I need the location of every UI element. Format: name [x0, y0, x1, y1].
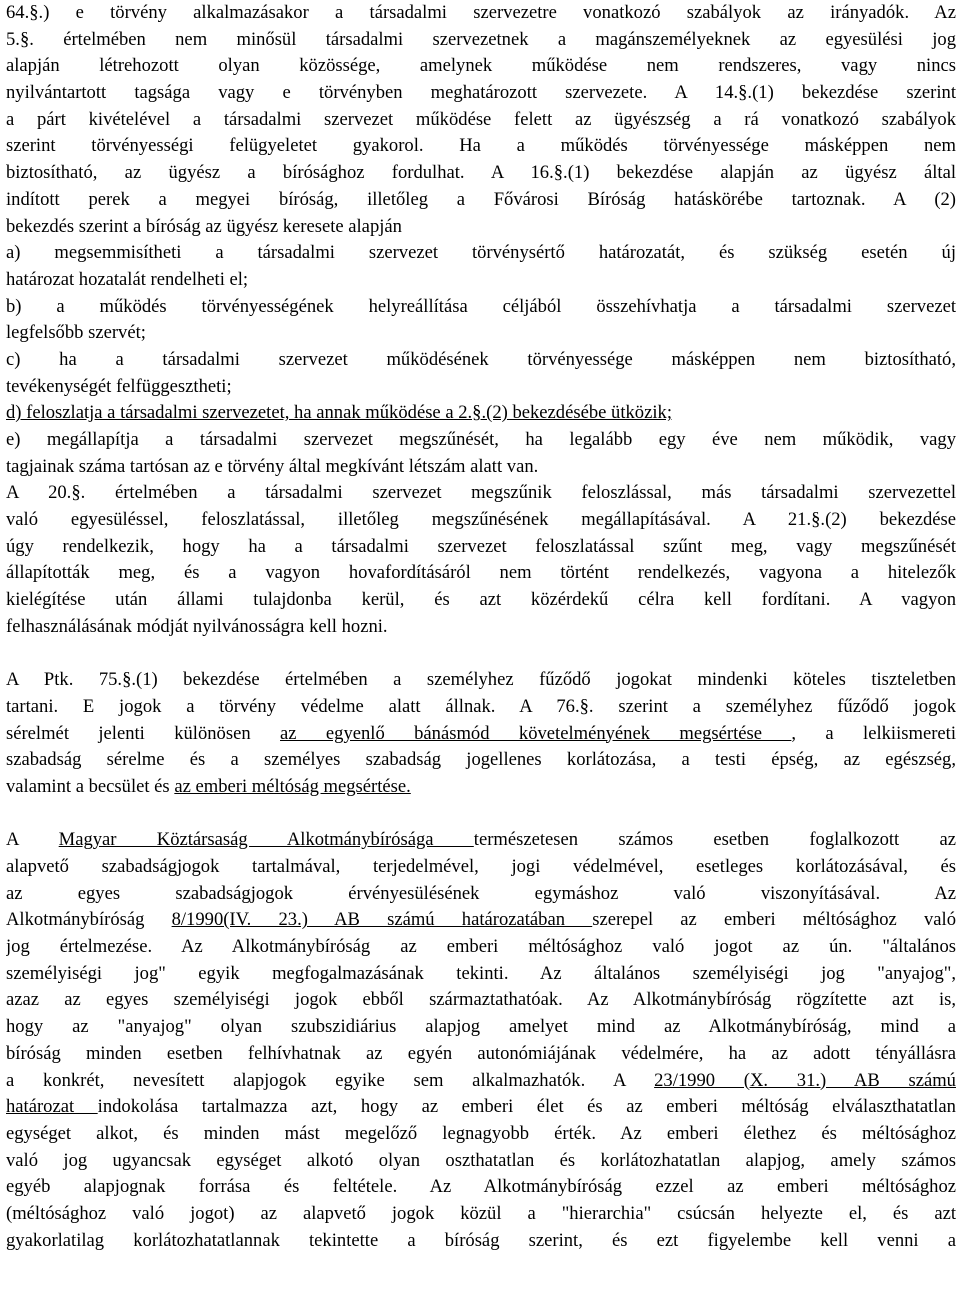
- text-segment: , a lelkiismereti: [791, 722, 956, 744]
- text-segment: személyiségi jog" egyik megfogalmazásának tekinti. Az általános személyiségi jog "anyajog",: [6, 962, 956, 984]
- text-line: [6, 347, 956, 374]
- text-line: [6, 53, 956, 80]
- text-line: [6, 1228, 956, 1255]
- text-segment: alapján létrehozott olyan közössége, amelynek működése nem rendszeres, vagy nincs: [6, 55, 956, 77]
- text-segment: tevékenységét felfüggesztheti;: [6, 375, 232, 397]
- text-line: [6, 1121, 956, 1148]
- text-segment: kielégítése után állami tulajdonba kerül, és azt közérdekű célra kell fordítani. A vagyon: [6, 589, 956, 611]
- text-line: [6, 480, 956, 507]
- text-line: [6, 507, 956, 534]
- text-segment: határozat hozatalát rendelheti el;: [6, 268, 249, 290]
- text-segment: hogy az "anyajog" olyan szubszidiárius alapjog amelyet mind az Alkotmánybíróság, mind a: [6, 1016, 956, 1038]
- text-segment: a konkrét, nevesített alapjogok egyike sem alkalmazhatók. A: [6, 1069, 655, 1091]
- text-segment: való egyesüléssel, feloszlatással, illetőleg megszűnésének megállapításával. A 21.§.(2) bekezdése: [6, 509, 956, 531]
- underlined-text: Magyar Köztársaság Alkotmánybírósága: [58, 829, 474, 851]
- text-segment: való jog ugyancsak egységet alkotó olyan oszthatatlan és korlátozhatatlan alapjog, amely számos: [6, 1149, 956, 1171]
- text-line: [6, 427, 956, 454]
- text-line: [6, 1068, 956, 1095]
- text-line: [6, 1201, 956, 1228]
- text-line: [6, 721, 956, 748]
- text-segment: a párt kivételével a társadalmi szervezet működése felett az ügyészség a rá vonatkozó szabályok: [6, 108, 956, 130]
- text-segment: indokolása tartalmazza azt, hogy az emberi élet és az emberi méltóság elválaszthatatlan: [97, 1096, 956, 1118]
- paragraph: [6, 667, 956, 800]
- text-segment: sérelmét jelenti különösen: [6, 722, 281, 744]
- text-segment: állapították meg, és a vagyon hovafordításáról nem történt rendelkezés, vagyona a hitelezők: [6, 562, 956, 584]
- text-segment: (méltósághoz való jogot) az alapvető jogok közül a "hierarchia" csúcsán helyezte el, és azt: [6, 1202, 956, 1224]
- text-line: [6, 774, 956, 801]
- text-segment: egyéb alapjognak forrása és feltétele. Az Alkotmánybíróság ezzel az emberi méltósághoz: [6, 1176, 956, 1198]
- text-segment: biztosítható, az ügyész a bírósághoz fordulhat. A 16.§.(1) bekezdése alapján az ügyész által: [6, 162, 956, 184]
- text-line: [6, 827, 956, 854]
- text-line: [6, 881, 956, 908]
- text-segment: a) megsemmisítheti a társadalmi szervezet törvénysértő határozatát, és szükség esetén új: [6, 242, 956, 264]
- text-segment: úgy rendelkezik, hogy ha a társadalmi szervezet feloszlatással szűnt meg, vagy megszűnését: [6, 535, 956, 557]
- text-line: [6, 160, 956, 187]
- underlined-text: 23/1990 (X. 31.) AB számú: [654, 1069, 956, 1091]
- text-line: [6, 1041, 956, 1068]
- text-segment: szerepel az emberi méltósághoz való: [592, 909, 956, 931]
- text-segment: bíróság minden esetben felhívhatnak az egyén autonómiájának védelmére, ha az adott tényállásra: [6, 1042, 956, 1064]
- text-line: [6, 267, 956, 294]
- text-segment: szabadság sérelme és a személyes szabadság jogellenes korlátozása, a testi épség, az egészség,: [6, 749, 956, 771]
- text-line: [6, 614, 956, 641]
- text-line: [6, 961, 956, 988]
- text-segment: természetesen számos esetben foglalkozott az: [473, 829, 956, 851]
- text-line: [6, 133, 956, 160]
- text-segment: nyilvántartott tagsága vagy e törvényben meghatározott szervezete. A 14.§.(1) bekezdése szerint: [6, 82, 956, 104]
- text-segment: azaz az egyes személyiségi jogok ebből származtathatóak. Az Alkotmánybíróság rögzítette azt is,: [6, 989, 956, 1011]
- text-line: [6, 454, 956, 481]
- text-segment: e) megállapítja a társadalmi szervezet megszűnését, ha legalább egy éve nem működik, vagy: [6, 429, 956, 450]
- text-line: [6, 107, 956, 134]
- text-segment: A Ptk. 75.§.(1) bekezdése értelmében a személyhez fűződő jogokat mindenki köteles tiszteletben: [6, 669, 956, 691]
- text-line: [6, 187, 956, 214]
- text-line: [6, 320, 956, 347]
- underlined-text: az emberi méltóság megsértése.: [174, 775, 411, 797]
- text-line: [6, 907, 956, 934]
- text-line: [6, 667, 956, 694]
- text-segment: legfelsőbb szervét;: [6, 322, 146, 344]
- text-line: [6, 1014, 956, 1041]
- text-segment: c) ha a társadalmi szervezet működésének törvényessége másképpen nem biztosítható,: [6, 348, 956, 370]
- text-segment: szerint törvényességi felügyeletet gyakorol. Ha a működés törvényessége másképpen nem: [6, 135, 956, 157]
- text-line: [6, 294, 956, 321]
- text-line: [6, 747, 956, 774]
- text-line: [6, 27, 956, 54]
- text-line: [6, 240, 956, 267]
- text-segment: bekezdés szerint a bíróság az ügyész keresete alapján: [6, 215, 402, 237]
- text-segment: b) a működés törvényességének helyreállítása céljából összehívhatja a társadalmi szervezet: [6, 295, 956, 317]
- text-line: [6, 1174, 956, 1201]
- text-line: [6, 854, 956, 881]
- text-segment: 5.§. értelmében nem minősül társadalmi szervezetnek a magánszemélyeknek az egyesülési jog: [6, 28, 956, 50]
- paragraph: [6, 0, 956, 641]
- text-segment: tartani. E jogok a törvény védelme alatt állnak. A 76.§. szerint a személyhez fűződő jogok: [6, 695, 956, 717]
- text-segment: A: [6, 829, 59, 851]
- text-line: [6, 987, 956, 1014]
- text-line: [6, 400, 956, 427]
- underlined-text: az egyenlő bánásmód követelményének megsértése: [280, 722, 792, 744]
- text-segment: jog értelmezése. Az Alkotmánybíróság az emberi méltósághoz való jogot az ún. "általános: [6, 936, 956, 958]
- text-segment: az egyes szabadságjogok érvényesülésének egymáshoz való viszonyításával. Az: [6, 882, 956, 904]
- text-line: [6, 1148, 956, 1175]
- text-line: [6, 934, 956, 961]
- paragraph: [6, 827, 956, 1254]
- underlined-text: d) feloszlatja a társadalmi szervezetet, ha annak működése a 2.§.(2) bekezdésébe ütközik;: [6, 402, 672, 424]
- text-segment: egységet alkot, és minden mást megelőző legnagyobb érték. Az emberi élethez és méltósághoz: [6, 1122, 956, 1144]
- text-line: [6, 214, 956, 241]
- text-line: [6, 374, 956, 401]
- text-segment: indított perek a megyei bíróság, illetőleg a Fővárosi Bíróság hatáskörébe tartoznak. A (2): [6, 188, 956, 210]
- text-segment: 64.§.) e törvény alkalmazásakor a társadalmi szervezetre vonatkozó szabályok az irányadók. Az: [6, 2, 956, 23]
- text-line: [6, 694, 956, 721]
- underlined-text: 8/1990(IV. 23.) AB számú határozatában: [171, 909, 593, 931]
- text-line: [6, 1094, 956, 1121]
- text-line: [6, 534, 956, 561]
- document-page: [6, 0, 956, 1254]
- text-segment: Alkotmánybíróság: [6, 909, 172, 931]
- text-segment: valamint a becsület és: [6, 775, 175, 797]
- text-segment: A 20.§. értelmében a társadalmi szervezet megszűnik feloszlással, más társadalmi szervezettel: [6, 482, 956, 504]
- text-segment: alapvető szabadságjogok tartalmával, terjedelmével, jogi védelmével, esetleges korlátozásával, és: [6, 856, 956, 877]
- text-segment: felhasználásának módját nyilvánosságra kell hozni.: [6, 615, 388, 637]
- underlined-text: határozat: [6, 1096, 98, 1118]
- text-segment: tagjainak száma tartósan az e törvény által megkívánt létszám alatt van.: [6, 455, 539, 477]
- paragraph-gap: [6, 801, 956, 828]
- text-line: [6, 0, 956, 27]
- paragraph-gap: [6, 641, 956, 668]
- text-line: [6, 587, 956, 614]
- text-segment: gyakorlatilag korlátozhatatlannak tekintette a bíróság szerint, és ezt figyelembe kell venni a: [6, 1229, 956, 1251]
- text-line: [6, 80, 956, 107]
- text-line: [6, 560, 956, 587]
